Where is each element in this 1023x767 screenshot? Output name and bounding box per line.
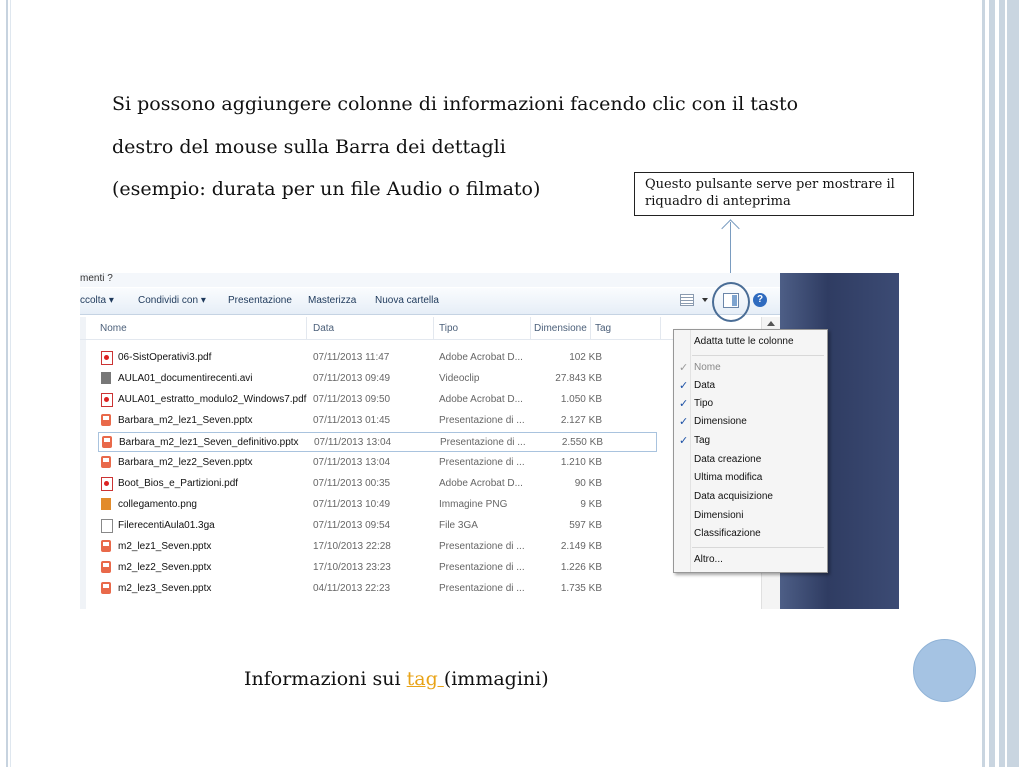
ppt-file-icon — [101, 540, 111, 552]
table-row[interactable] — [98, 411, 658, 431]
context-menu-item[interactable]: Ultima modifica — [694, 472, 763, 483]
context-menu-item[interactable]: Classificazione — [694, 528, 761, 539]
file-type: Presentazione di ... — [439, 415, 525, 426]
file-size: 597 KB — [569, 520, 602, 531]
file-name: collegamento.png — [118, 499, 197, 510]
table-row[interactable] — [98, 537, 658, 557]
file-type: Presentazione di ... — [440, 437, 526, 448]
context-menu-item[interactable]: Altro... — [694, 554, 723, 565]
file-type: Videoclip — [439, 373, 480, 384]
views-icon[interactable] — [680, 294, 694, 306]
file-type: Adobe Acrobat D... — [439, 352, 523, 363]
callout-arrow-head — [721, 219, 739, 237]
context-menu-item[interactable]: Data acquisizione — [694, 491, 773, 502]
toolbar-burn-button[interactable]: Masterizza — [308, 295, 357, 306]
column-header-name[interactable]: Nome — [100, 323, 127, 334]
file-date: 17/10/2013 23:23 — [313, 562, 391, 573]
caption-text-end: (immagini) — [443, 668, 549, 690]
table-row[interactable] — [98, 516, 658, 536]
tag-link[interactable]: tag — [406, 668, 444, 690]
file-size: 2.127 KB — [560, 415, 602, 426]
toolbar-raccolta-button[interactable]: ccolta ▾ — [80, 295, 114, 306]
navigation-pane-edge — [80, 317, 86, 609]
file-date: 07/11/2013 13:04 — [313, 457, 391, 468]
right-border-stripes — [977, 0, 1023, 767]
file-size: 1.050 KB — [560, 394, 602, 405]
ppt-file-icon — [102, 436, 112, 448]
file-type: Adobe Acrobat D... — [439, 394, 523, 405]
menu-bar-fragment[interactable]: menti ? — [80, 273, 113, 284]
column-header-tag[interactable]: Tag — [595, 323, 612, 334]
check-icon: ✓ — [679, 416, 689, 428]
toolbar-new-folder-button[interactable]: Nuova cartella — [375, 295, 439, 306]
file-date: 07/11/2013 09:49 — [313, 373, 391, 384]
decorative-circle — [913, 639, 976, 702]
file-date: 07/11/2013 11:47 — [313, 352, 390, 363]
ppt-file-icon — [101, 561, 111, 573]
chevron-down-icon[interactable] — [702, 298, 708, 302]
check-icon: ✓ — [679, 380, 689, 392]
explorer-screenshot — [80, 273, 899, 609]
context-menu-item[interactable]: Tag — [694, 435, 711, 446]
pdf-file-icon — [101, 351, 113, 365]
toolbar-share-button[interactable]: Condividi con ▾ — [138, 295, 206, 306]
context-menu-item[interactable]: Nome — [694, 362, 721, 373]
file-type: Presentazione di ... — [439, 583, 525, 594]
context-menu-item[interactable]: Dimensione — [694, 416, 747, 427]
body-text-line-1: Si possono aggiungere colonne di informazioni facendo clic con il tasto — [112, 93, 799, 115]
table-row[interactable] — [98, 390, 658, 410]
context-menu-item[interactable]: Tipo — [694, 398, 714, 409]
ppt-file-icon — [101, 582, 111, 594]
png-file-icon — [101, 498, 111, 510]
avi-file-icon — [101, 372, 111, 384]
menu-separator — [692, 355, 824, 356]
check-icon: ✓ — [679, 435, 689, 447]
file-type: Adobe Acrobat D... — [439, 478, 523, 489]
context-menu-item[interactable]: Dimensioni — [694, 510, 744, 521]
file-name: m2_lez1_Seven.pptx — [118, 541, 212, 552]
command-bar — [80, 288, 780, 315]
left-border-line-thin — [10, 0, 11, 767]
file-name: FilerecentiAula01.3ga — [118, 520, 215, 531]
scroll-up-icon[interactable] — [767, 321, 775, 326]
left-border-line — [6, 0, 8, 767]
ppt-file-icon — [101, 456, 111, 468]
file-date: 07/11/2013 13:04 — [314, 437, 392, 448]
caption-text: Informazioni sui — [244, 668, 401, 690]
context-menu-item[interactable]: Data — [694, 380, 716, 391]
menu-separator — [692, 547, 824, 548]
file-size: 102 KB — [569, 352, 602, 363]
file-name: m2_lez3_Seven.pptx — [118, 583, 212, 594]
table-row[interactable] — [98, 369, 658, 389]
file-name: Boot_Bios_e_Partizioni.pdf — [118, 478, 239, 489]
file-type: File 3GA — [439, 520, 478, 531]
file-size: 27.843 KB — [555, 373, 602, 384]
check-icon: ✓ — [679, 398, 689, 410]
table-row[interactable] — [98, 558, 658, 578]
table-row[interactable] — [98, 579, 658, 599]
toolbar-presentation-button[interactable]: Presentazione — [228, 295, 292, 306]
file-name: Barbara_m2_lez2_Seven.pptx — [118, 457, 253, 468]
column-context-menu — [673, 329, 828, 573]
table-row[interactable] — [98, 348, 658, 368]
file-name: AULA01_estratto_modulo2_Windows7.pdf — [118, 394, 307, 405]
file-size: 2.149 KB — [560, 541, 602, 552]
file-size: 1.210 KB — [560, 457, 602, 468]
menu-bar — [80, 273, 780, 287]
file-size: 9 KB — [580, 499, 602, 510]
file-name: AULA01_documentirecenti.avi — [118, 373, 253, 384]
pdf-file-icon — [101, 477, 113, 491]
check-icon: ✓ — [679, 362, 689, 374]
column-header-date[interactable]: Data — [313, 323, 335, 334]
file-date: 07/11/2013 09:54 — [313, 520, 391, 531]
file-type: Presentazione di ... — [439, 541, 525, 552]
file-name: m2_lez2_Seven.pptx — [118, 562, 212, 573]
file-size: 1.226 KB — [560, 562, 602, 573]
help-icon[interactable]: ? — [753, 293, 767, 307]
file-date: 07/11/2013 01:45 — [313, 415, 391, 426]
gen-file-icon — [101, 519, 113, 533]
file-date: 07/11/2013 00:35 — [313, 478, 391, 489]
callout-box: Questo pulsante serve per mostrare il riquadro di anteprima — [634, 172, 914, 216]
file-date: 17/10/2013 22:28 — [313, 541, 391, 552]
file-size: 90 KB — [574, 478, 602, 489]
table-row[interactable] — [98, 432, 657, 452]
file-date: 07/11/2013 10:49 — [313, 499, 391, 510]
body-text-line-3: (esempio: durata per un file Audio o filmato) — [112, 178, 541, 200]
file-type: Presentazione di ... — [439, 457, 525, 468]
highlight-ring — [712, 282, 750, 322]
context-menu-item[interactable]: Adatta tutte le colonne — [694, 336, 794, 347]
body-text-line-2: destro del mouse sulla Barra dei dettagli — [112, 136, 506, 158]
file-size: 2.550 KB — [561, 437, 603, 448]
file-type: Immagine PNG — [439, 499, 508, 510]
table-row[interactable] — [98, 474, 658, 494]
file-name: 06-SistOperativi3.pdf — [118, 352, 212, 363]
file-date: 07/11/2013 09:50 — [313, 394, 391, 405]
file-size: 1.735 KB — [560, 583, 602, 594]
table-row[interactable] — [98, 453, 658, 473]
context-menu-item[interactable]: Data creazione — [694, 454, 762, 465]
caption — [244, 668, 549, 690]
column-header-size[interactable]: Dimensione — [534, 323, 587, 334]
table-row[interactable] — [98, 495, 658, 515]
pdf-file-icon — [101, 393, 113, 407]
ppt-file-icon — [101, 414, 111, 426]
file-name: Barbara_m2_lez1_Seven.pptx — [118, 415, 253, 426]
column-header-type[interactable]: Tipo — [439, 323, 459, 334]
file-type: Presentazione di ... — [439, 562, 525, 573]
file-date: 04/11/2013 22:23 — [313, 583, 391, 594]
file-name: Barbara_m2_lez1_Seven_definitivo.pptx — [119, 437, 299, 448]
